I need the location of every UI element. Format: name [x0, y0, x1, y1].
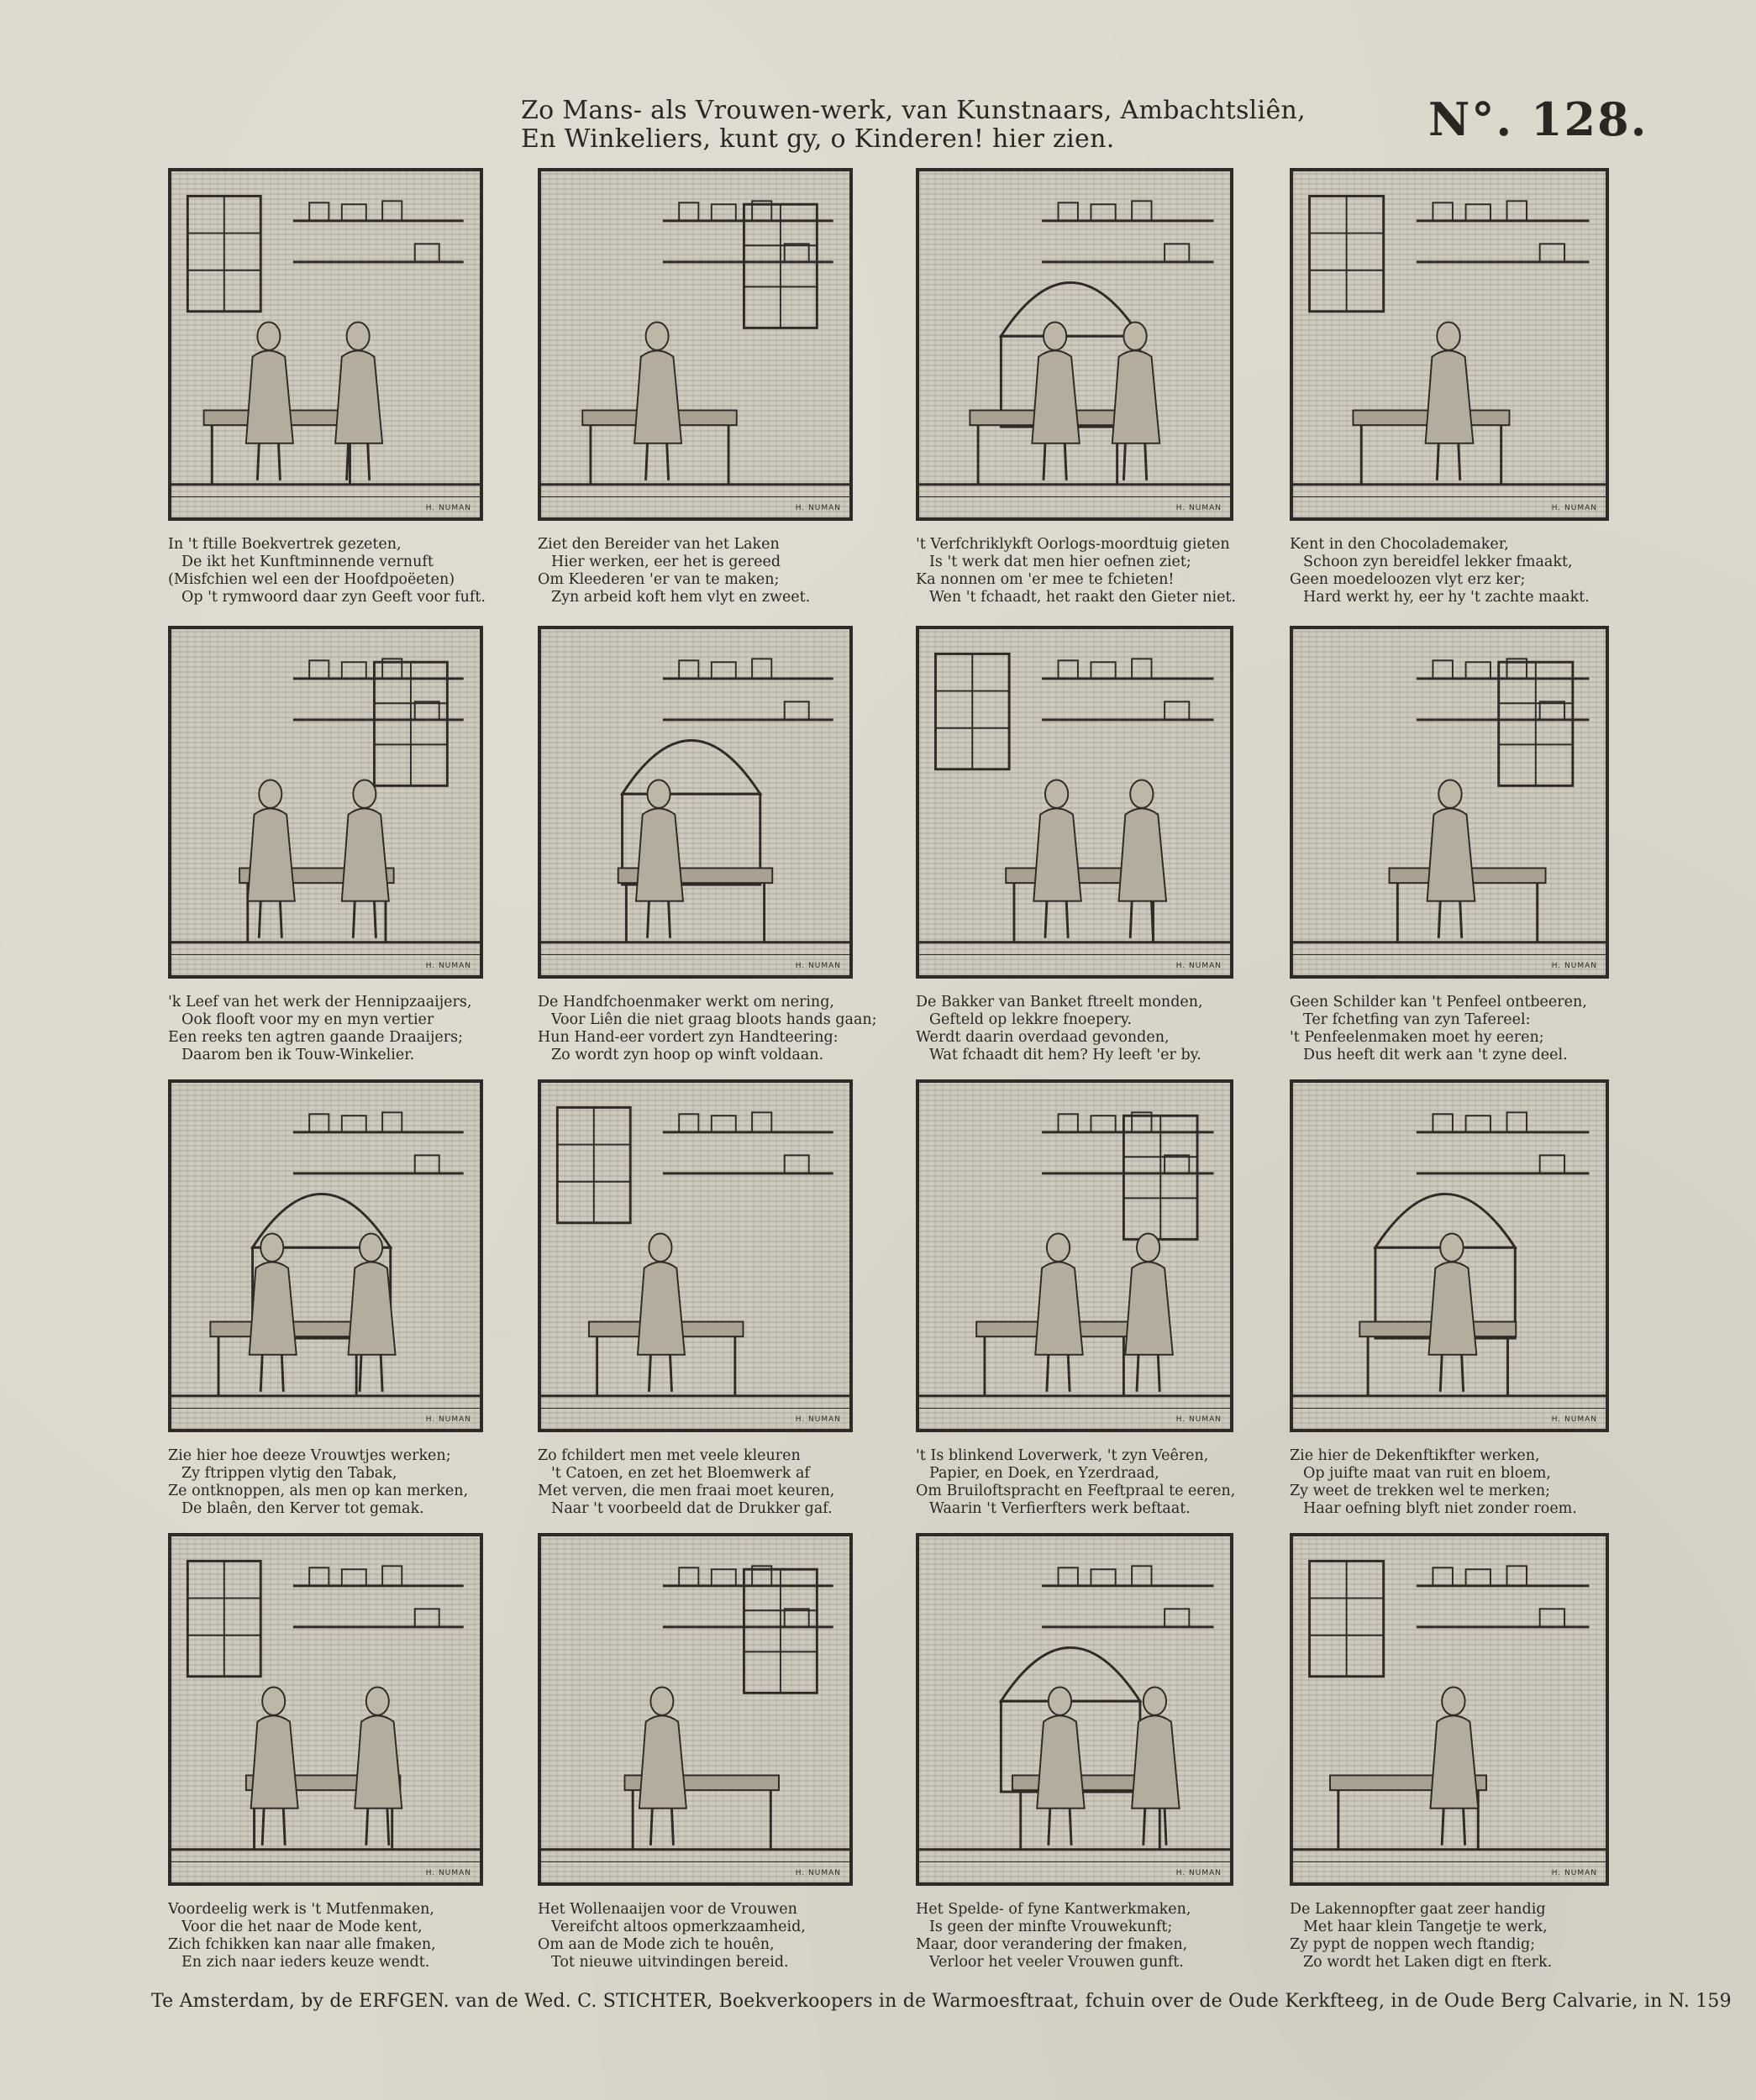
- scene-drawing: [919, 629, 1230, 975]
- verse-line: Om Bruiloftspracht en Feeftpraal te eeren,: [916, 1483, 1236, 1499]
- verse: [538, 1447, 891, 1518]
- verse: [168, 1901, 521, 1971]
- title-line-2: En Winkeliers, kunt gy, o Kinderen! hier zien.: [521, 124, 1115, 154]
- verse-line: 't Penfeelenmaken moet hy eeren;: [1290, 1029, 1544, 1046]
- verse-line: Ook flooft voor my en myn vertier: [181, 1011, 434, 1028]
- verse: [168, 1447, 521, 1518]
- verse-line: Vereifcht altoos opmerkzaamheid,: [551, 1919, 806, 1935]
- verse-line: Geen Schilder kan 't Penfeel ontbeeren,: [1290, 994, 1587, 1011]
- verse-line: Wen 't fchaadt, het raakt den Gieter niet.: [929, 589, 1237, 606]
- publisher-imprint: Te Amsterdam, by de ERFGEN. van de Wed. C. STICHTER, Boekverkoopers in de Warmoesftraat, fchuin over de Oude Kerkfteeg, in de Oude Berg Calvarie, in N. 159: [151, 1991, 1732, 2012]
- sheet-number: N°. 128.: [1428, 92, 1648, 146]
- woodcut-illustration: [168, 626, 483, 979]
- verse-line: Zo wordt het Laken digt en fterk.: [1303, 1954, 1553, 1971]
- woodcut-illustration: [916, 626, 1233, 979]
- verse-line: Wat fchaadt dit hem? Hy leeft 'er by.: [929, 1047, 1201, 1063]
- verse-line: Op 't rymwoord daar zyn Geeft voor fuft.: [181, 589, 486, 606]
- scene-drawing: [541, 1536, 849, 1882]
- verse: [916, 994, 1269, 1064]
- verse-line: 't Verfchriklykft Oorlogs-moordtuig gieten: [916, 536, 1230, 553]
- verse-line: Ziet den Bereider van het Laken: [538, 536, 780, 553]
- woodcut-illustration: [538, 1079, 853, 1432]
- engraver-signature: H. NUMAN: [795, 1415, 841, 1424]
- verse-line: Naar 't voorbeeld dat de Drukker gaf.: [551, 1500, 833, 1517]
- verse-line: (Misfchien wel een der Hoofdpoëeten): [168, 571, 455, 588]
- verse-line: Voor die het naar de Mode kent,: [181, 1919, 423, 1935]
- verse-line: Gefteld op lekkre fnoepery.: [929, 1011, 1133, 1028]
- verse-line: Een reeks ten agtren gaande Draaijers;: [168, 1029, 463, 1046]
- woodcut-illustration: [916, 1533, 1233, 1886]
- verse-line: Zy pypt de noppen wech ftandig;: [1290, 1936, 1536, 1953]
- woodcut-illustration: [168, 1533, 483, 1886]
- verse-line: Zy ftrippen vlytig den Tabak,: [181, 1465, 397, 1482]
- scene-drawing: [541, 171, 849, 517]
- verse-line: Kent in den Chocolademaker,: [1290, 536, 1509, 553]
- verse-line: Met verven, die men fraai moet keuren,: [538, 1483, 835, 1499]
- verse-line: Het Wollenaaijen voor de Vrouwen: [538, 1901, 797, 1918]
- verse-line: 't Is blinkend Loverwerk, 't zyn Veêren,: [916, 1447, 1209, 1464]
- woodcut-illustration: [1290, 168, 1609, 521]
- verse-line: Is geen der minfte Vrouwekunft;: [929, 1919, 1173, 1935]
- woodcut-illustration: [916, 1079, 1233, 1432]
- engraver-signature: H. NUMAN: [1175, 504, 1222, 512]
- woodcut-illustration: [1290, 1533, 1609, 1886]
- scene-drawing: [171, 171, 480, 517]
- sheet-title: [521, 97, 1361, 154]
- scene-drawing: [171, 1083, 480, 1429]
- verse: [916, 536, 1269, 606]
- scene-drawing: [1293, 171, 1606, 517]
- verse-line: Waarin 't Verfierfters werk beftaat.: [929, 1500, 1191, 1517]
- verse-line: Met haar klein Tangetje te werk,: [1303, 1919, 1548, 1935]
- verse-line: Voor Liên die niet graag bloots hands gaan;: [551, 1011, 877, 1028]
- verse-line: Ka nonnen om 'er mee te fchieten!: [916, 571, 1175, 588]
- verse: [916, 1447, 1269, 1518]
- verse-line: Zyn arbeid koft hem vlyt en zweet.: [551, 589, 811, 606]
- scene-drawing: [171, 1536, 480, 1882]
- verse: [1290, 1447, 1643, 1518]
- verse-line: Dus heeft dit werk aan 't zyne deel.: [1303, 1047, 1568, 1063]
- verse-line: Daarom ben ik Touw-Winkelier.: [181, 1047, 415, 1063]
- engraver-signature: H. NUMAN: [1175, 1415, 1222, 1424]
- verse-line: De Lakennopfter gaat zeer handig: [1290, 1901, 1546, 1918]
- verse: [168, 994, 521, 1064]
- scene-drawing: [171, 629, 480, 975]
- verse: [1290, 536, 1643, 606]
- woodcut-illustration: [1290, 626, 1609, 979]
- verse-line: Geen moedeloozen vlyt erz ker;: [1290, 571, 1526, 588]
- verse-line: De blaên, den Kerver tot gemak.: [181, 1500, 424, 1517]
- verse-line: Haar oefning blyft niet zonder roem.: [1303, 1500, 1577, 1517]
- verse-line: Om Kleederen 'er van te maken;: [538, 571, 780, 588]
- engraver-signature: H. NUMAN: [795, 962, 841, 970]
- verse-line: Om aan de Mode zich te houên,: [538, 1936, 775, 1953]
- woodcut-illustration: [168, 1079, 483, 1432]
- verse: [1290, 1901, 1643, 1971]
- verse-line: Zich fchikken kan naar alle fmaken,: [168, 1936, 436, 1953]
- verse-line: Is 't werk dat men hier oefnen ziet;: [929, 554, 1191, 570]
- verse: [538, 536, 891, 606]
- verse-line: Ter fchetfing van zyn Tafereel:: [1303, 1011, 1531, 1028]
- engraver-signature: H. NUMAN: [425, 1869, 471, 1877]
- verse-line: Ze ontknoppen, als men op kan merken,: [168, 1483, 469, 1499]
- woodcut-illustration: [538, 168, 853, 521]
- verse: [538, 994, 891, 1064]
- scene-drawing: [541, 629, 849, 975]
- scene-drawing: [919, 1083, 1230, 1429]
- engraver-signature: H. NUMAN: [425, 1415, 471, 1424]
- scene-drawing: [1293, 1536, 1606, 1882]
- verse-line: Werdt daarin overdaad gevonden,: [916, 1029, 1170, 1046]
- engraver-signature: H. NUMAN: [1551, 504, 1597, 512]
- woodcut-illustration: [916, 168, 1233, 521]
- verse-line: Hier werken, eer het is gereed: [551, 554, 781, 570]
- verse-line: De ikt het Kunftminnende vernuft: [181, 554, 434, 570]
- woodcut-illustration: [168, 168, 483, 521]
- verse: [1290, 994, 1643, 1064]
- engraver-signature: H. NUMAN: [1551, 962, 1597, 970]
- verse: [538, 1901, 891, 1971]
- verse-line: Zo wordt zyn hoop op winft voldaan.: [551, 1047, 824, 1063]
- verse-line: Maar, door verandering der fmaken,: [916, 1936, 1188, 1953]
- verse-line: Papier, en Doek, en Yzerdraad,: [929, 1465, 1159, 1482]
- engraver-signature: H. NUMAN: [425, 962, 471, 970]
- engraver-signature: H. NUMAN: [1175, 1869, 1222, 1877]
- woodcut-illustration: [538, 626, 853, 979]
- verse-line: In 't ftille Boekvertrek gezeten,: [168, 536, 402, 553]
- woodcut-illustration: [538, 1533, 853, 1886]
- scene-drawing: [1293, 1083, 1606, 1429]
- verse-line: Verloor het veeler Vrouwen gunft.: [929, 1954, 1184, 1971]
- scene-drawing: [919, 1536, 1230, 1882]
- verse: [916, 1901, 1269, 1971]
- engraver-signature: H. NUMAN: [1551, 1415, 1597, 1424]
- engraver-signature: H. NUMAN: [795, 504, 841, 512]
- verse: [168, 536, 521, 606]
- verse-line: Tot nieuwe uitvindingen bereid.: [551, 1954, 789, 1971]
- engraver-signature: H. NUMAN: [1551, 1869, 1597, 1877]
- verse-line: Zie hier de Dekenftikfter werken,: [1290, 1447, 1540, 1464]
- verse-line: Op juifte maat van ruit en bloem,: [1303, 1465, 1551, 1482]
- engraver-signature: H. NUMAN: [1175, 962, 1222, 970]
- engraver-signature: H. NUMAN: [425, 504, 471, 512]
- woodcut-illustration: [1290, 1079, 1609, 1432]
- verse-line: 't Catoen, en zet het Bloemwerk af: [551, 1465, 810, 1482]
- verse-line: Zie hier hoe deeze Vrouwtjes werken;: [168, 1447, 451, 1464]
- engraver-signature: H. NUMAN: [795, 1869, 841, 1877]
- verse-line: Hun Hand-eer vordert zyn Handteering:: [538, 1029, 839, 1046]
- verse-line: Het Spelde- of fyne Kantwerkmaken,: [916, 1901, 1191, 1918]
- verse-line: Voordeelig werk is 't Mutfenmaken,: [168, 1901, 434, 1918]
- verse-line: En zich naar ieders keuze wendt.: [181, 1954, 430, 1971]
- verse-line: De Bakker van Banket ftreelt monden,: [916, 994, 1203, 1011]
- scene-drawing: [919, 171, 1230, 517]
- verse-line: Zo fchildert men met veele kleuren: [538, 1447, 801, 1464]
- verse-line: Zy weet de trekken wel te merken;: [1290, 1483, 1551, 1499]
- verse-line: Schoon zyn bereidfel lekker fmaakt,: [1303, 554, 1573, 570]
- scene-drawing: [541, 1083, 849, 1429]
- title-line-1: Zo Mans- als Vrouwen-werk, van Kunstnaars, Ambachtsliên,: [521, 96, 1306, 125]
- verse-line: 'k Leef van het werk der Hennipzaaijers,: [168, 994, 472, 1011]
- verse-line: Hard werkt hy, eer hy 't zachte maakt.: [1303, 589, 1590, 606]
- scene-drawing: [1293, 629, 1606, 975]
- verse-line: De Handfchoenmaker werkt om nering,: [538, 994, 834, 1011]
